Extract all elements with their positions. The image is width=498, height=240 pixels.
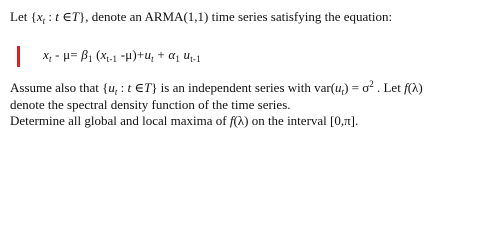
eq-minus-mu: - μ= [51,47,82,62]
eq-u-lag: u [180,47,191,62]
assume-sentence [10,80,423,96]
assume-colon: : [117,80,128,95]
red-margin-marker [17,46,20,67]
eq-beta-sub: 1 [87,54,93,64]
eq-u: u [144,47,152,62]
denote-sentence: denote the spectral density function of the time series. [10,97,291,112]
intro-sentence [10,9,392,25]
assume-t: t [127,80,132,95]
eq-x: x [43,47,49,62]
assume-lambda: (λ) [407,80,423,95]
determine-prefix: Determine all global and local maxima of [10,113,230,128]
determine-f: f [229,113,234,128]
element-of-symbol: ∈ [58,9,72,24]
assume-prefix: Assume also that { [10,80,109,95]
set-colon: : [45,9,56,24]
eq-alpha: α [168,47,176,62]
eq-minus-mu-close: -μ)+ [117,47,145,62]
eq-plus: + [153,47,169,62]
determine-suffix: on the interval [0,π]. [248,113,359,128]
assume-var-u-sub: t [341,87,345,97]
assume-T: T [143,80,152,95]
eq-open-paren: ( [92,47,101,62]
eq-beta: β [81,47,88,62]
eq-u-sub: t [151,54,154,64]
eq-x-lag-sub: t-1 [106,54,118,64]
assume-u-sub: t [114,87,118,97]
assume-f: f [404,80,408,95]
assume-sigma: ) = σ [344,80,370,95]
eq-x-sub: t [48,54,52,64]
determine-lambda: (λ) [233,113,249,128]
assume-let: . Let [373,80,405,95]
assume-sigma-sup: 2 [369,79,374,89]
series-index-t: t [42,16,46,26]
eq-u-lag-sub: t-1 [190,54,201,64]
intro-suffix: , denote an ARMA(1,1) time series satisfying the equation: [85,9,393,24]
assume-var-u: u [335,80,342,95]
set-close-brace: } [78,9,86,24]
arma-equation [43,47,201,63]
assume-middle: } is an independent series with var( [151,80,336,95]
determine-sentence [10,113,358,129]
index-variable-t: t [55,9,59,24]
eq-alpha-sub: 1 [175,54,181,64]
series-variable-x: x [36,9,43,24]
index-set-T: T [71,9,79,24]
assume-in: ∈ [131,80,144,95]
assume-u: u [108,80,115,95]
eq-x-lag: x [100,47,107,62]
intro-prefix: Let [10,9,31,24]
set-open-brace: { [30,9,37,24]
